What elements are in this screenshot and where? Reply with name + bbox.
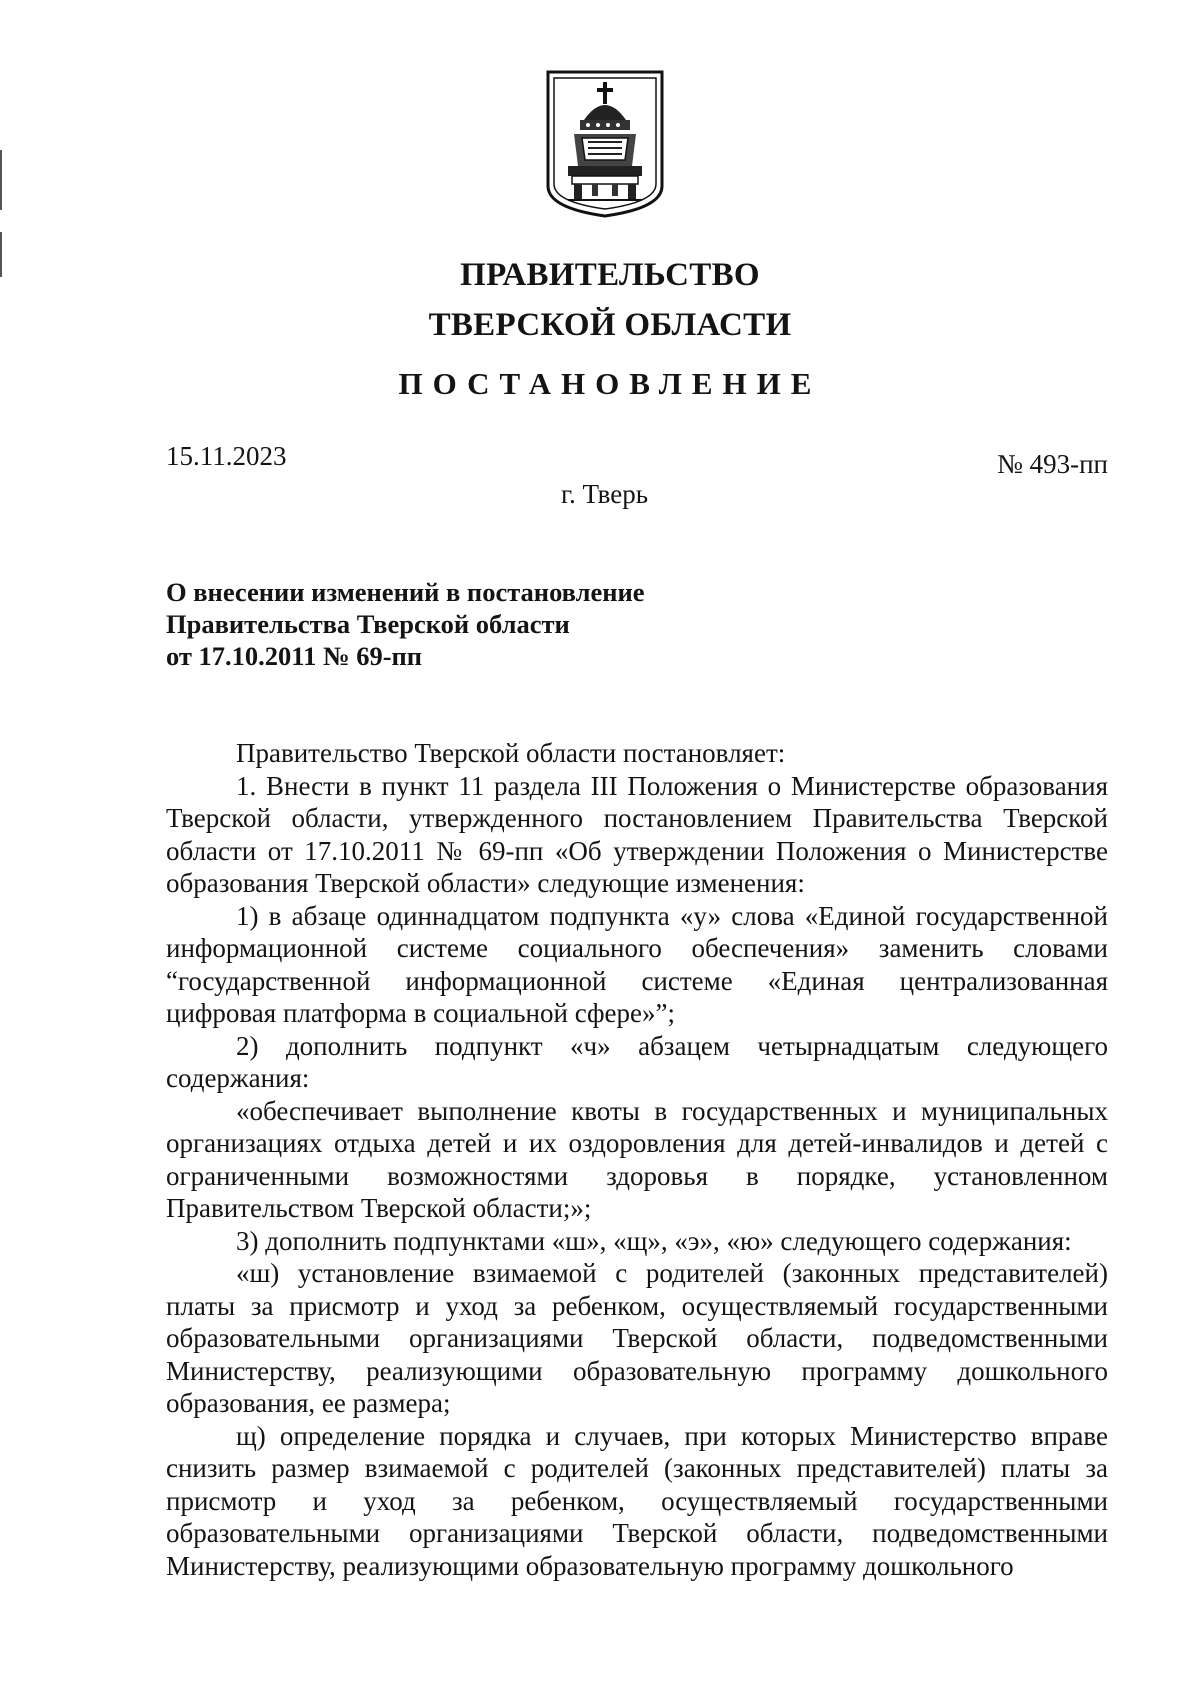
body-paragraph: «обеспечивает выполнение квоты в государственных и муниципальных организациях отдыха детей и их оздоровления для детей-инвалидов и детей с ограниченными возможностями здоровья в порядке, установленном Правительством Тверской области;»; bbox=[166, 1095, 1108, 1223]
body-paragraph: «ш) установление взимаемой с родителей (законных представителей) платы за присмотр и уход за ребенком, осуществляемый государственными образовательными организациями Тверской области, подведомственными Министерству, реализующими образовательную программу дошкольного образования, ее размера; bbox=[166, 1258, 1108, 1418]
subject-line-2: Правительства Тверской области bbox=[166, 609, 570, 639]
issuing-authority bbox=[0, 250, 1200, 350]
body-paragraph: 1) в абзаце одиннадцатом подпункта «у» слова «Единой государственной информационной системе социального обеспечения» заменить словами “государственной информационной системе «Единая централизованная цифровая платформа в социальной сфере»”; bbox=[166, 900, 1108, 1028]
body-paragraph: щ) определение порядка и случаев, при которых Министерство вправе снизить размер взимаемой с родителей (законных представителей) платы за присмотр и уход за ребенком, осуществляемый государственными образовательными организациями Тверской области, подведомственными Министерству, реализующими образовательную программу дошкольного bbox=[166, 1420, 1108, 1581]
scan-edge-mark bbox=[0, 150, 2, 210]
coat-of-arms-emblem bbox=[544, 68, 666, 220]
authority-line-2: ТВЕРСКОЙ ОБЛАСТИ bbox=[428, 307, 792, 343]
document-body bbox=[166, 737, 1108, 1582]
body-paragraph: Правительство Тверской области постановляет: bbox=[236, 738, 786, 768]
document-number: № 493-пп bbox=[997, 449, 1108, 479]
subject-line-1: О внесении изменений в постановление bbox=[166, 577, 645, 607]
document-subject bbox=[166, 576, 645, 672]
document-type-heading: ПОСТАНОВЛЕНИЕ bbox=[398, 366, 822, 401]
subject-line-3: от 17.10.2011 № 69-пп bbox=[166, 641, 423, 671]
body-paragraph: 3) дополнить подпунктами «ш», «щ», «э», «ю» следующего содержания: bbox=[236, 1225, 1072, 1256]
authority-line-1: ПРАВИТЕЛЬСТВО bbox=[460, 257, 760, 293]
document-date: 15.11.2023 bbox=[166, 441, 287, 471]
body-paragraph: 1. Внести в пункт 11 раздела III Положения о Министерстве образования Тверской области, утвержденного постановлением Правительства Тверской области от 17.10.2011 № 69-пп «Об утверждении Положения о Министерстве образования Тверской области» следующие изменения: bbox=[166, 770, 1108, 898]
body-paragraph: 2) дополнить подпункт «ч» абзацем четырнадцатым следующего содержания: bbox=[166, 1030, 1108, 1093]
document-city: г. Тверь bbox=[561, 479, 649, 509]
